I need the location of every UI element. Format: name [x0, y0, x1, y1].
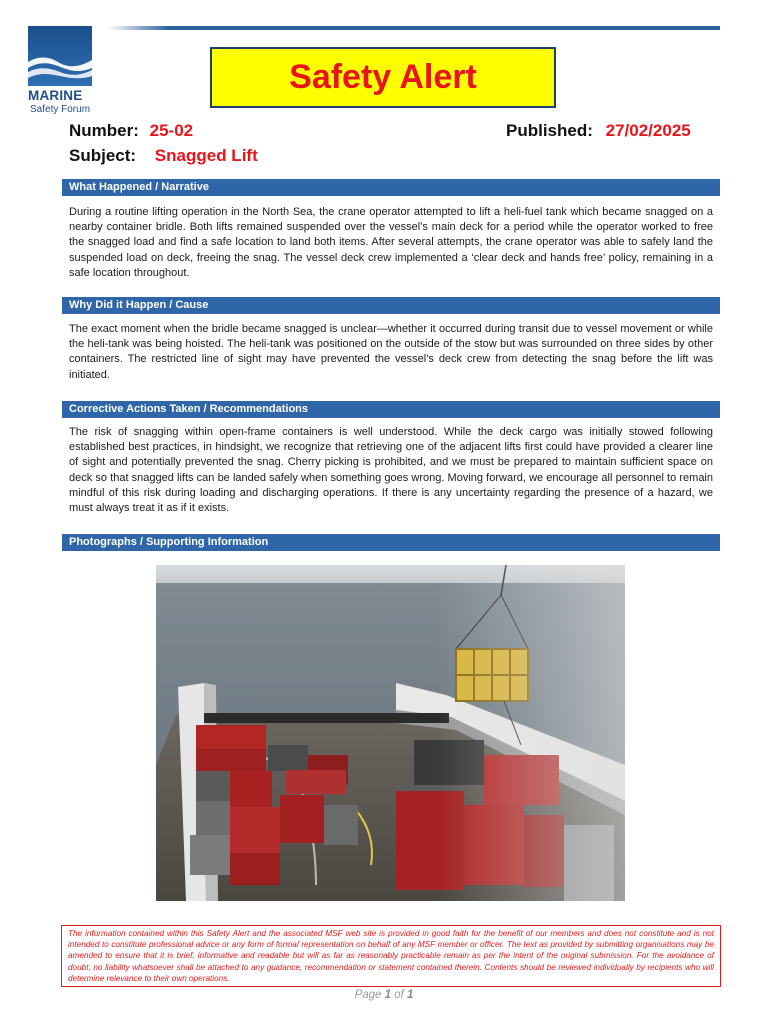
section-heading-photographs: Photographs / Supporting Information	[62, 534, 720, 551]
number-value: 25-02	[149, 121, 194, 140]
banner-title: Safety Alert	[289, 58, 477, 96]
section-text-cause: The exact moment when the bridle became snagged is unclear—whether it occurred during transit due to vessel movement or while the heli-tank was being hoisted. The heli-tank was positioned on the outside of the stow but was surrounded on three sides by other containers. The restricted line of sight may have prevented the vessel's deck crew from detecting the snag before the lift was initiated.	[69, 323, 713, 381]
alert-number	[69, 121, 193, 141]
section-heading-cause: Why Did it Happen / Cause	[62, 297, 720, 314]
logo-wave-icon	[28, 26, 92, 86]
section-text-corrective-actions: The risk of snagging within open-frame containers is well understood. While the deck cargo was initially stowed following established best practices, in hindsight, we recognize that retrieving one of the adjacent lifts first could have provided a clearer line of sight and potentially prevented the snag. Cherry picking is prohibited, and we must be prepared to maintain sufficient space on deck so that snagged lifts can be landed safely when something goes wrong. Moving forward, we encourage all personnel to remain mindful of this risk during loading and discharging operations. If there is any uncertainty regarding the presence of a hazard, we must always treat it as if it exists.	[69, 426, 713, 515]
published-date	[506, 121, 691, 141]
section-text-what-happened: During a routine lifting operation in the North Sea, the crane operator attempted to lift a heli-fuel tank which became snagged on a nearby container bridle. Both lifts remained suspended over the vessel's main deck for a period while the operator worked to free the snagged load and find a safe location to land both items. After several attempts, the crane operator was able to safely land the suspended load on deck, freeing the snag. The vessel deck crew implemented a ‘clear deck and hands free’ policy, remaining in a safe location throughout.	[69, 206, 713, 279]
logo-subtitle: Safety Forum	[30, 104, 91, 115]
number-label: Number:	[69, 121, 139, 140]
logo-title: MARINE	[28, 88, 83, 103]
published-label: Published:	[506, 121, 593, 140]
vessel-deck-photo	[156, 565, 625, 901]
subject-label: Subject:	[69, 146, 137, 165]
header-rule	[108, 26, 720, 30]
page-prefix: Page	[354, 989, 382, 1001]
safety-alert-banner	[210, 47, 556, 108]
page-total: 1	[407, 989, 414, 1001]
alert-subject	[69, 146, 258, 166]
marine-safety-forum-logo	[28, 26, 98, 118]
published-value: 27/02/2025	[605, 121, 691, 140]
section-heading-what-happened: What Happened / Narrative	[62, 179, 720, 196]
subject-value: Snagged Lift	[154, 146, 258, 165]
section-heading-corrective-actions: Corrective Actions Taken / Recommendations	[62, 401, 720, 418]
disclaimer-box: The information contained within this Safety Alert and the associated MSF web site is provided in good faith for the benefit of our members and does not constitute and is not intended to constitute professional advice or any form of formal representation on behalf of any MSF member or officer. The text as provided by submitting organisations may be amended to ensure that it is brief, informative and readable but will as far as reasonably practicable remain as per the intent of the original submission. For the avoidance of doubt, no liability whatsoever shall be attached to any guidance, recommendation or statement contained therein. Contents should be reviewed individually by recipients who will determine relevance to their own operations.	[61, 925, 721, 987]
page-current: 1	[384, 989, 392, 1001]
page-of: of	[394, 989, 404, 1001]
page-indicator	[0, 989, 768, 1001]
